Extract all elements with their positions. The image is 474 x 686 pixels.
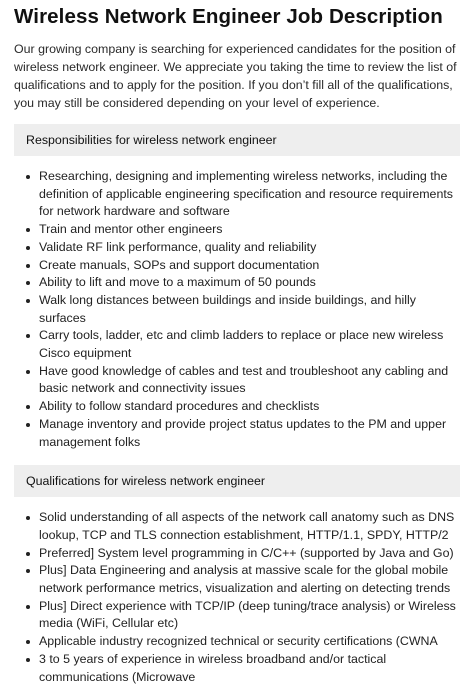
list-item: Have good knowledge of cables and test and troubleshoot any cabling and basic network and connectivity issues	[39, 363, 460, 398]
list-item: Ability to follow standard procedures and checklists	[39, 398, 460, 416]
list-item: Plus] Direct experience with TCP/IP (deep tuning/trace analysis) or Wireless media (WiFi, Cellular etc)	[39, 598, 460, 633]
list-item: Walk long distances between buildings and inside buildings, and hilly surfaces	[39, 292, 460, 327]
qualifications-header: Qualifications for wireless network engineer	[14, 465, 460, 497]
qualifications-list	[14, 509, 460, 686]
list-item: Validate RF link performance, quality and reliability	[39, 239, 460, 257]
page-title: Wireless Network Engineer Job Description	[14, 5, 443, 28]
list-item: Researching, designing and implementing wireless networks, including the definition of applicable engineering specification and resource requirements for network hardware and software	[39, 168, 460, 221]
list-item: Train and mentor other engineers	[39, 221, 460, 239]
list-item: Ability to lift and move to a maximum of 50 pounds	[39, 274, 460, 292]
responsibilities-header: Responsibilities for wireless network engineer	[14, 124, 460, 156]
list-item: 3 to 5 years of experience in wireless broadband and/or tactical communications (Microwave	[39, 651, 460, 686]
list-item: Plus] Data Engineering and analysis at massive scale for the global mobile network performance metrics, visualization and alerting on detecting trends	[39, 562, 460, 597]
list-item: Manage inventory and provide project status updates to the PM and upper management folks	[39, 416, 460, 451]
intro-paragraph: Our growing company is searching for experienced candidates for the position of wireless network engineer. We appreciate you taking the time to review the list of qualifications and to apply for the position. If you don’t fill all of the qualifications, you may still be considered depending on your level of experience.	[14, 42, 457, 110]
list-item: Solid understanding of all aspects of the network call anatomy such as DNS lookup, TCP and TLS connection establishment, HTTP/1.1, SPDY, HTTP/2	[39, 509, 460, 544]
list-item: Preferred] System level programming in C/C++ (supported by Java and Go)	[39, 545, 460, 563]
list-item: Carry tools, ladder, etc and climb ladders to replace or place new wireless Cisco equipment	[39, 327, 460, 362]
list-item: Create manuals, SOPs and support documentation	[39, 257, 460, 275]
responsibilities-list	[14, 168, 460, 451]
list-item: Applicable industry recognized technical or security certifications (CWNA	[39, 633, 460, 651]
